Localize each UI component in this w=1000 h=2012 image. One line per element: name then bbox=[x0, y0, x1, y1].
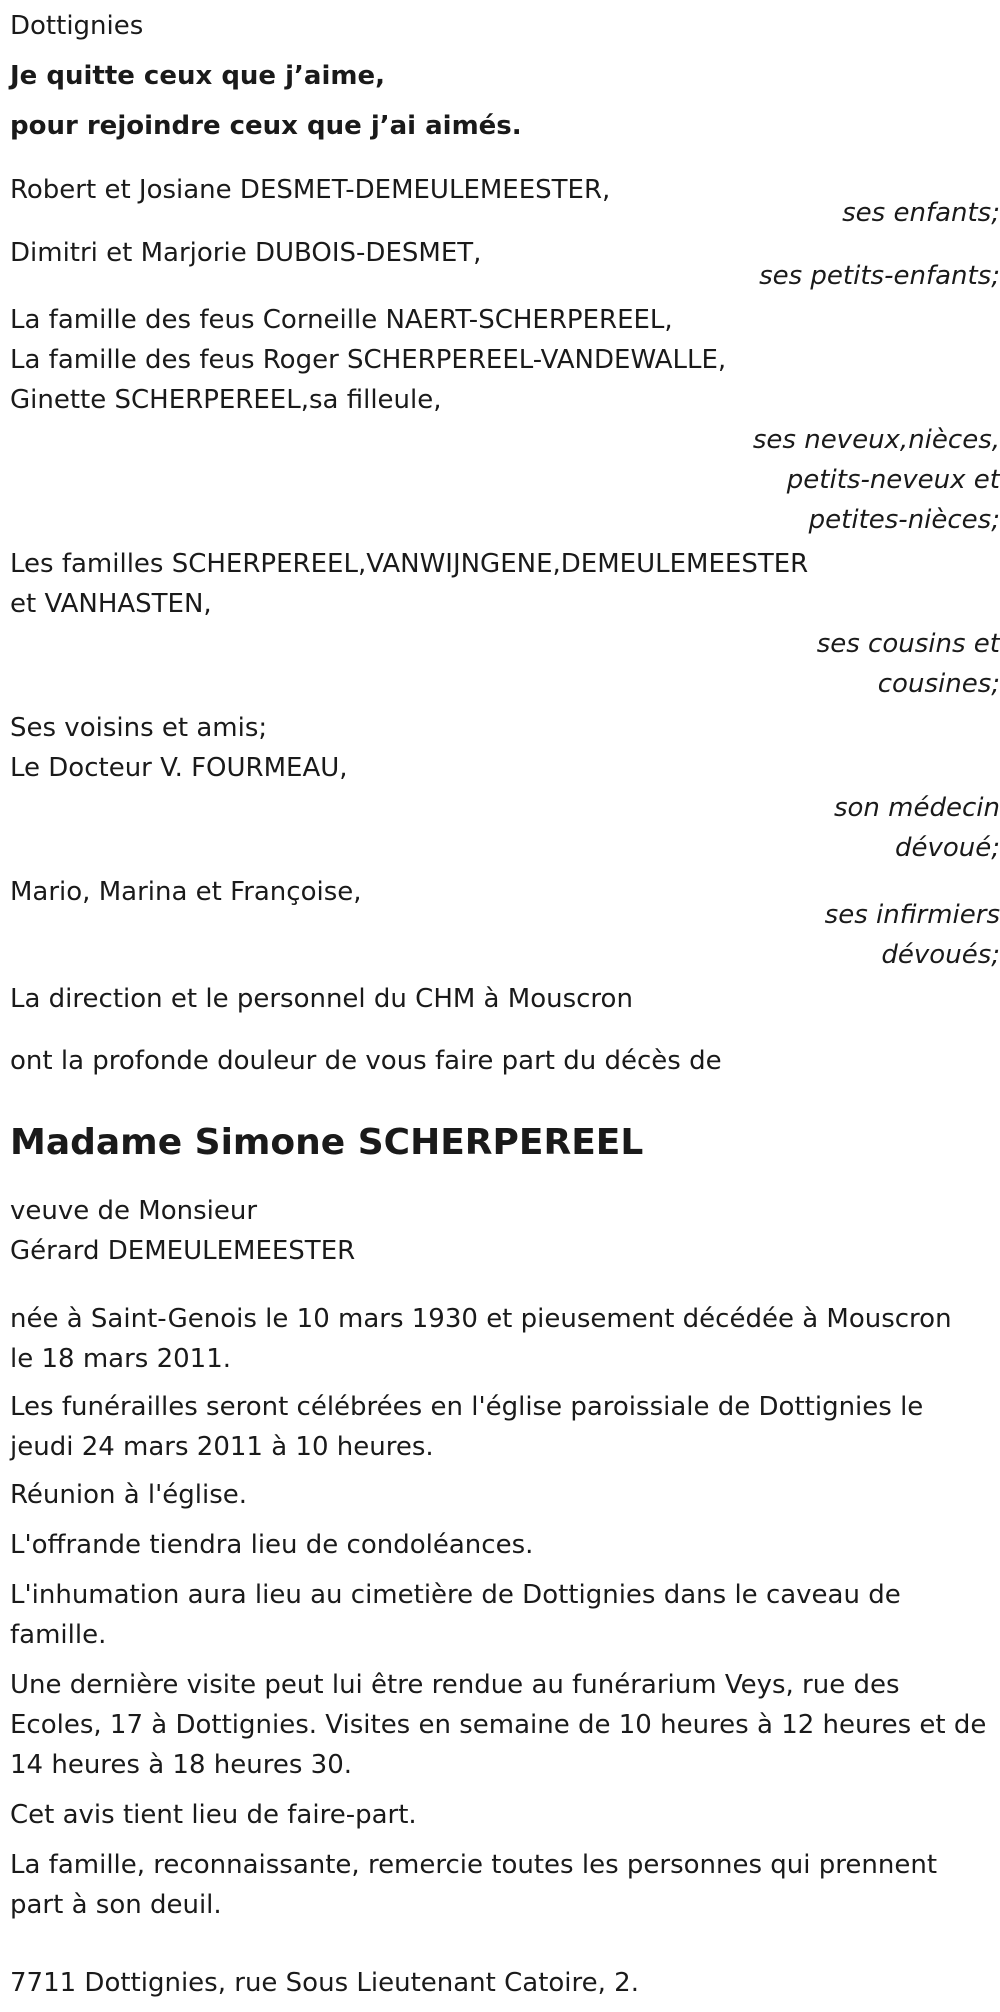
thanks-paragraph bbox=[10, 1845, 1000, 1925]
burial-paragraph bbox=[10, 1575, 1000, 1655]
family-names: La famille des feus Corneille NAERT-SCHERPEREEL, bbox=[10, 305, 673, 335]
family-entry-friends-doctor bbox=[10, 708, 1000, 868]
family-relation: ses neveux,nièces, bbox=[752, 425, 1000, 455]
family-relation: petites-nièces; bbox=[808, 505, 1000, 535]
burial-line: famille. bbox=[10, 1620, 107, 1650]
burial-line: L'inhumation aura lieu au cimetière de Dottignies dans le caveau de bbox=[10, 1580, 901, 1610]
widow-line-2: Gérard DEMEULEMEESTER bbox=[10, 1236, 356, 1266]
family-entry-children bbox=[10, 170, 1000, 233]
visit-line: Une dernière visite peut lui être rendue au funérarium Veys, rue des bbox=[10, 1670, 900, 1700]
family-relation: ses enfants; bbox=[842, 198, 1000, 228]
family-names: Dimitri et Marjorie DUBOIS-DESMET, bbox=[10, 238, 482, 268]
family-names: Les familles SCHERPEREEL,VANWIJNGENE,DEMEULEMEESTER bbox=[10, 549, 809, 579]
birth-death-paragraph bbox=[10, 1299, 1000, 1379]
family-names: Ginette SCHERPEREEL,sa filleule, bbox=[10, 385, 442, 415]
family-entry-hospital bbox=[10, 979, 1000, 1019]
family-relation: cousines; bbox=[877, 669, 1000, 699]
family-relation: dévoués; bbox=[881, 940, 1000, 970]
funeral-date-line: jeudi 24 mars 2011 à 10 heures. bbox=[10, 1432, 434, 1462]
funeral-line: Les funérailles seront célébrées en l'église paroissiale de Dottignies le bbox=[10, 1392, 924, 1422]
family-entry-grandchildren bbox=[10, 233, 1000, 296]
family-names: La famille des feus Roger SCHERPEREEL-VANDEWALLE, bbox=[10, 345, 727, 375]
visit-line: Ecoles, 17 à Dottignies. Visites en semaine de 10 heures à 12 heures et de bbox=[10, 1710, 987, 1740]
family-names: La direction et le personnel du CHM à Mouscron bbox=[10, 984, 633, 1014]
place-name: Dottignies bbox=[10, 11, 144, 41]
family-names: Ses voisins et amis; bbox=[10, 713, 268, 743]
family-names: et VANHASTEN, bbox=[10, 589, 212, 619]
widow-line-1: veuve de Monsieur bbox=[10, 1196, 258, 1226]
birth-line: née à Saint-Genois le 10 mars 1930 et pieusement décédée à Mouscron bbox=[10, 1304, 952, 1334]
deceased-name: Madame Simone SCHERPEREEL bbox=[10, 1122, 644, 1163]
family-relation: son médecin bbox=[833, 793, 1000, 823]
announcement-text: ont la profonde douleur de vous faire part du décès de bbox=[10, 1046, 722, 1076]
family-entry-nurses bbox=[10, 872, 1000, 975]
family-relation: dévoué; bbox=[894, 833, 1000, 863]
visit-line: 14 heures à 18 heures 30. bbox=[10, 1750, 352, 1780]
family-names: Mario, Marina et Françoise, bbox=[10, 877, 362, 907]
family-entry-nephews bbox=[10, 300, 1000, 540]
quote-line-1: Je quitte ceux que j’aime, bbox=[10, 61, 385, 91]
family-names: Robert et Josiane DESMET-DEMEULEMEESTER, bbox=[10, 175, 611, 205]
family-relation: ses cousins et bbox=[816, 629, 1000, 659]
notice-text: Cet avis tient lieu de faire-part. bbox=[10, 1800, 417, 1830]
thanks-line: La famille, reconnaissante, remercie toutes les personnes qui prennent bbox=[10, 1850, 938, 1880]
funeral-paragraph bbox=[10, 1387, 1000, 1467]
family-relation: ses infirmiers bbox=[824, 900, 1000, 930]
quote-line-2: pour rejoindre ceux que j’ai aimés. bbox=[10, 111, 522, 141]
death-date-line: le 18 mars 2011. bbox=[10, 1344, 232, 1374]
family-relation: ses petits-enfants; bbox=[759, 261, 1000, 291]
family-relation: petits-neveux et bbox=[786, 465, 1000, 495]
family-entry-cousins bbox=[10, 544, 1000, 704]
visit-paragraph bbox=[10, 1665, 1000, 1785]
family-names: Le Docteur V. FOURMEAU, bbox=[10, 753, 348, 783]
meeting-text: Réunion à l'église. bbox=[10, 1480, 248, 1510]
thanks-line: part à son deuil. bbox=[10, 1890, 222, 1920]
offering-text: L'offrande tiendra lieu de condoléances. bbox=[10, 1530, 534, 1560]
address-text: 7711 Dottignies, rue Sous Lieutenant Catoire, 2. bbox=[10, 1968, 639, 1998]
